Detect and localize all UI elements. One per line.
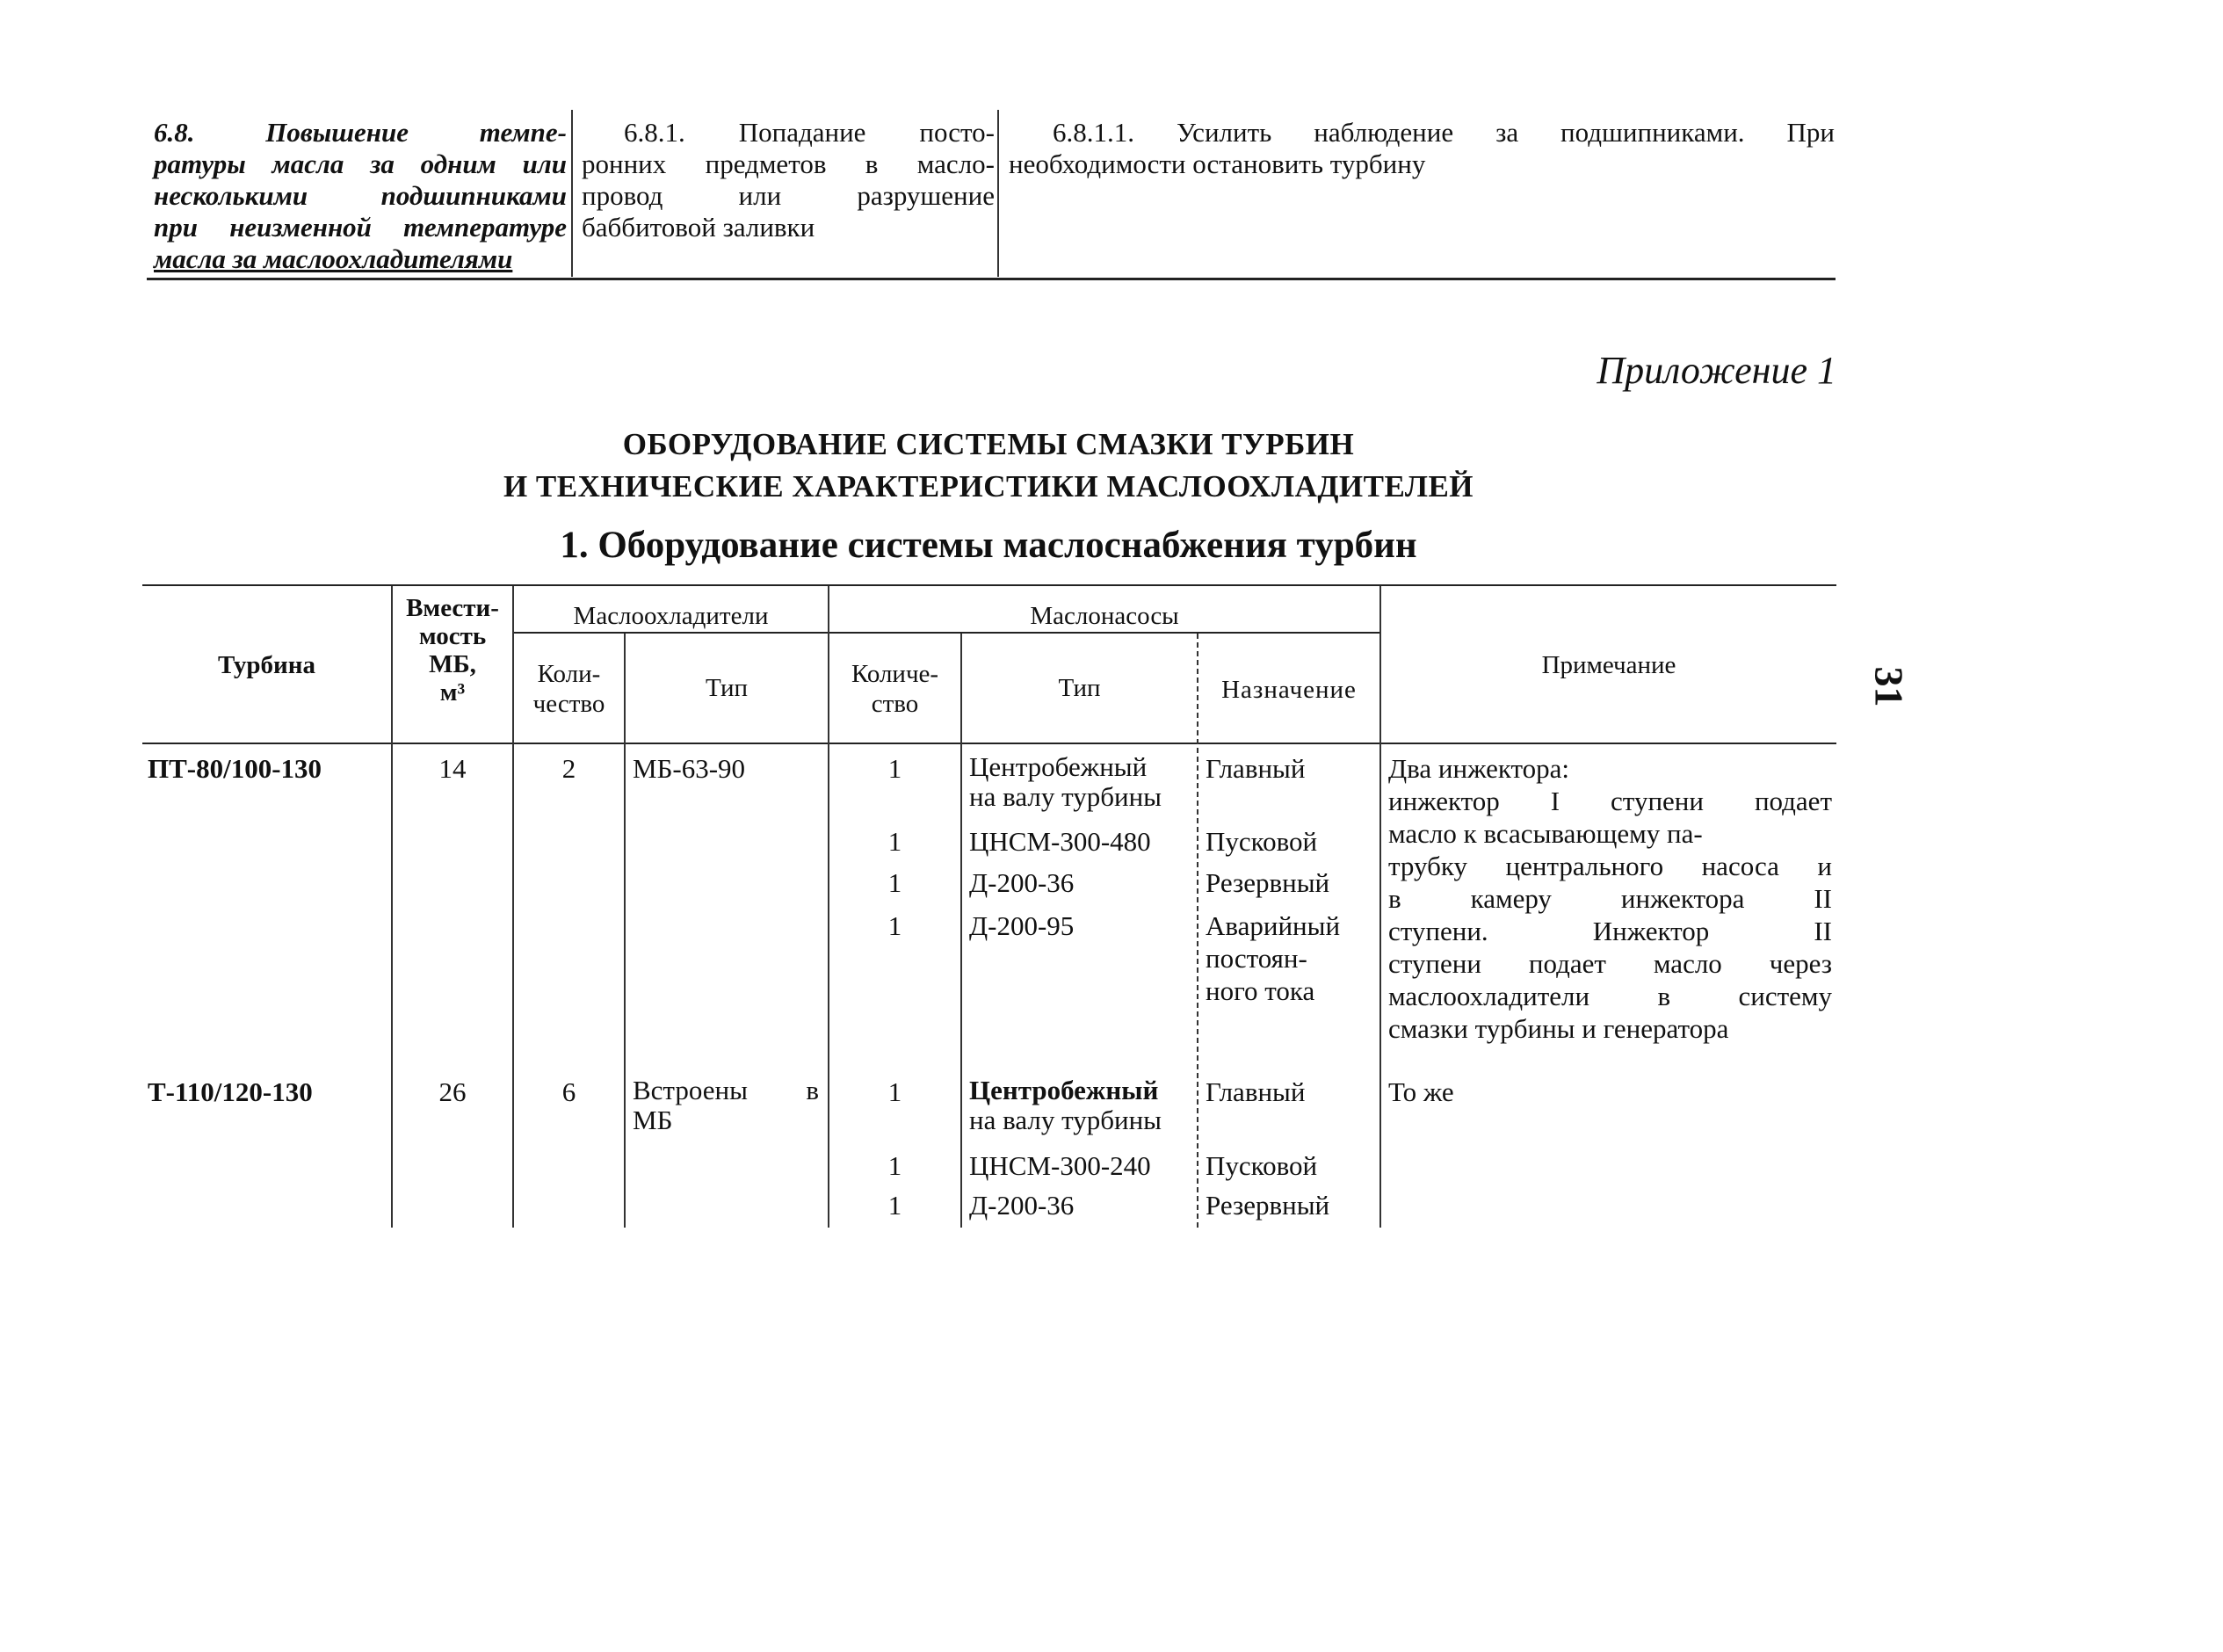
header-pumps-type: Тип [1058,674,1101,702]
pump-qty-cell: 1 [887,1150,902,1181]
coolers-type-cell: Встроены в МБ [633,1075,819,1135]
note-cell: То же [1388,1076,1454,1107]
header-pumps-purpose: Назначение [1221,676,1357,704]
heading-line-1: ОБОРУДОВАНИЕ СИСТЕМЫ СМАЗКИ ТУРБИН [622,427,1355,461]
top-col1 [154,117,567,275]
pump-purpose-cell: Аварийный постоян- ного тока [1206,910,1341,1006]
pump-qty-cell: 1 [887,1076,902,1107]
cause-line: баббитовой заливки [582,212,815,243]
capacity-cell: 26 [438,1076,467,1107]
header-bottom-rule [142,743,1836,744]
cause-line: 6.8.1. Попадание посто- [624,117,995,148]
top-col2 [582,117,995,243]
turbine-cell: ПТ-80/100-130 [148,753,322,784]
pump-purpose-cell: Резервный [1206,867,1330,898]
coolers-qty-cell: 6 [561,1076,576,1107]
top-divider-2 [997,110,999,277]
clause-title-line: ратуры масла за одним или [154,149,567,179]
table-top-rule [142,584,1836,586]
pump-purpose-cell: Главный [1206,1076,1306,1107]
page-number: 31 [1866,666,1912,707]
pump-type-cell: ЦНСМ-300-480 [969,826,1151,857]
col-divider [624,634,626,1228]
pump-type-cell: Д-200-36 [969,867,1075,898]
pump-type-cell: Центробежный на валу турбины [969,751,1162,812]
header-coolers-qty: Коли- чество [532,660,605,718]
pump-qty-cell: 1 [887,753,902,784]
pump-type-cell: ЦНСМ-300-240 [969,1150,1151,1181]
col-divider [1197,634,1198,1228]
top-col3 [1009,117,1835,180]
note-cell: Два инжектора: инжектор I ступени подает масло к всасывающему па- трубку центрального насоса и в камеру инжектора II ступени. Инжектор II ступени подает масло через маслоохладители в систему смазки турбины и генератора [1388,753,1832,1044]
header-capacity: Вмести- мость МБ, м³ [406,594,499,706]
coolers-qty-cell: 2 [561,753,576,784]
pump-purpose-cell: Резервный [1206,1190,1330,1221]
action-line: необходимости остановить турбину [1009,149,1426,179]
header-oil-pumps: Маслонасосы [1030,602,1179,630]
header-pumps-qty: Количе- ство [851,660,939,718]
pump-qty-cell: 1 [887,910,902,941]
turbine-cell: Т-110/120-130 [148,1076,313,1107]
group-header-rule [514,632,1379,634]
header-note: Примечание [1541,651,1676,679]
clause-number: 6.8. [154,117,266,148]
clause-title-line: масла за маслоохладителями [154,243,513,274]
pump-qty-cell: 1 [887,867,902,898]
clause-title: Повышение темпе- [265,117,567,148]
top-table-bottom-rule [147,278,1836,280]
header-coolers-type: Тип [705,674,749,702]
col-divider [1379,586,1381,1228]
appendix-label: Приложение 1 [1597,349,1836,392]
cause-line: провод или разрушение [582,180,995,211]
header-turbine: Турбина [218,651,315,679]
pump-type-cell: Д-200-95 [969,910,1075,941]
pump-type-cell: Центробежный на валу турбины [969,1075,1162,1135]
section-title: 1. Оборудование системы маслоснабжения турбин [560,525,1417,566]
pump-purpose-cell: Главный [1206,753,1306,784]
pump-type-cell: Д-200-36 [969,1190,1075,1221]
action-line: 6.8.1.1. Усилить наблюдение за подшипниками. При [1053,117,1835,148]
heading-line-2: И ТЕХНИЧЕСКИЕ ХАРАКТЕРИСТИКИ МАСЛООХЛАДИТЕЛЕЙ [503,469,1474,504]
pump-qty-cell: 1 [887,1190,902,1221]
header-oil-coolers: Маслоохладители [573,602,769,630]
pump-purpose-cell: Пусковой [1206,826,1318,857]
pump-purpose-cell: Пусковой [1206,1150,1318,1181]
coolers-type-cell: МБ-63-90 [633,753,746,784]
col-divider [960,634,962,1228]
pump-qty-cell: 1 [887,826,902,857]
capacity-cell: 14 [438,753,467,784]
top-divider-1 [571,110,573,277]
cause-line: ронних предметов в масло- [582,149,995,179]
clause-title-line: при неизменной температуре [154,212,567,243]
clause-title-line: несколькими подшипниками [154,180,567,211]
